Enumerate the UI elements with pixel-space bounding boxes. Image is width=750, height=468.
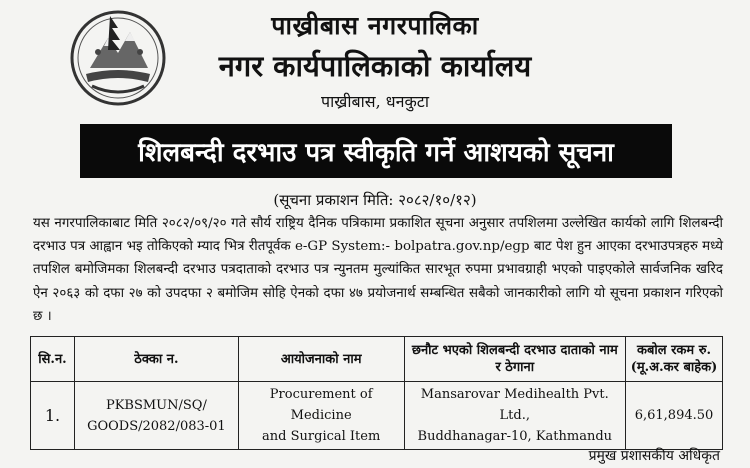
signature-title: प्रमुख प्रशासकीय अधिकृत bbox=[588, 448, 720, 464]
header-project-name: आयोजनाको नाम bbox=[238, 337, 404, 382]
table-header-row bbox=[31, 337, 723, 382]
bidder-line1: Mansarovar Medihealth Pvt. Ltd., bbox=[420, 387, 609, 423]
office-name: पाख्रीबास नगरपालिका bbox=[271, 11, 479, 40]
cell-bidder bbox=[404, 382, 626, 450]
contract-no-line1: PKBSMUN/SQ/ bbox=[105, 397, 207, 413]
header-bidder: छनौट भएको शिलबन्दी दरभाउ दाताको नाम र ठेगाना bbox=[404, 337, 626, 382]
office-title: नगर कार्यपालिकाको कार्यालय bbox=[218, 49, 532, 83]
cell-amount: 6,61,894.50 bbox=[626, 382, 723, 450]
cell-project-name bbox=[238, 382, 404, 450]
bidder-line2: Buddhanagar-10, Kathmandu bbox=[417, 429, 613, 444]
project-line1: Procurement of Medicine bbox=[269, 387, 373, 423]
contract-no-line2: GOODS/2082/083-01 bbox=[87, 418, 226, 434]
notice-title-banner bbox=[80, 124, 672, 178]
cell-contract-no bbox=[74, 382, 238, 450]
header-amount-line2: (मू.अ.कर बाहेक) bbox=[630, 360, 718, 375]
header-amount-line1: कबोल रकम रु. bbox=[637, 343, 712, 358]
cell-sn: 1. bbox=[31, 382, 75, 450]
project-line2: and Surgical Item bbox=[262, 429, 381, 444]
award-table bbox=[30, 336, 723, 450]
notice-title: शिलबन्दी दरभाउ पत्र स्वीकृति गर्ने आशयको सूचना bbox=[138, 138, 614, 168]
header-amount bbox=[626, 337, 723, 382]
header-contract-no: ठेक्का न. bbox=[74, 337, 238, 382]
publish-date: (सूचना प्रकाशन मिति: २०८२/१०/१२) bbox=[273, 191, 477, 209]
office-address: पाख्रीबास, धनकुटा bbox=[321, 92, 429, 111]
notice-body: यस नगरपालिकाबाट मिति २०८२/०९/२० गते सौर्य राष्ट्रिय दैनिक पत्रिकामा प्रकाशित सूचना अनुसार तपशिलमा उल्लेखित कार्यको लागि शिलबन्दी दरभाउ पत्र आह्वान भइ तोकिएको म्याद भित्र रीतपूर्वक e-GP System:- bolpatra.gov.np/egp बाट पेश हुन आएका दरभाउपत्रहरु मध्ये तपशिल बमोजिमका शिलबन्दी दरभाउ पत्रदाताको दरभाउ पत्र न्युनतम मुल्यांकित सारभूत रुपमा प्रभावग्राही भएको पाइएकोले सार्वजनिक खरिद ऐन २०६३ को दफा २७ को उपदफा २ बमोजिम सोहि ऐनको दफा ४७ प्रयोजनार्थ सम्बन्धित सबैको जानकारीको लागि यो सूचना प्रकाशन गरिएको छ । bbox=[33, 216, 723, 324]
header-sn: सि.न. bbox=[31, 337, 75, 382]
table-row bbox=[31, 382, 723, 450]
header bbox=[0, 0, 750, 120]
